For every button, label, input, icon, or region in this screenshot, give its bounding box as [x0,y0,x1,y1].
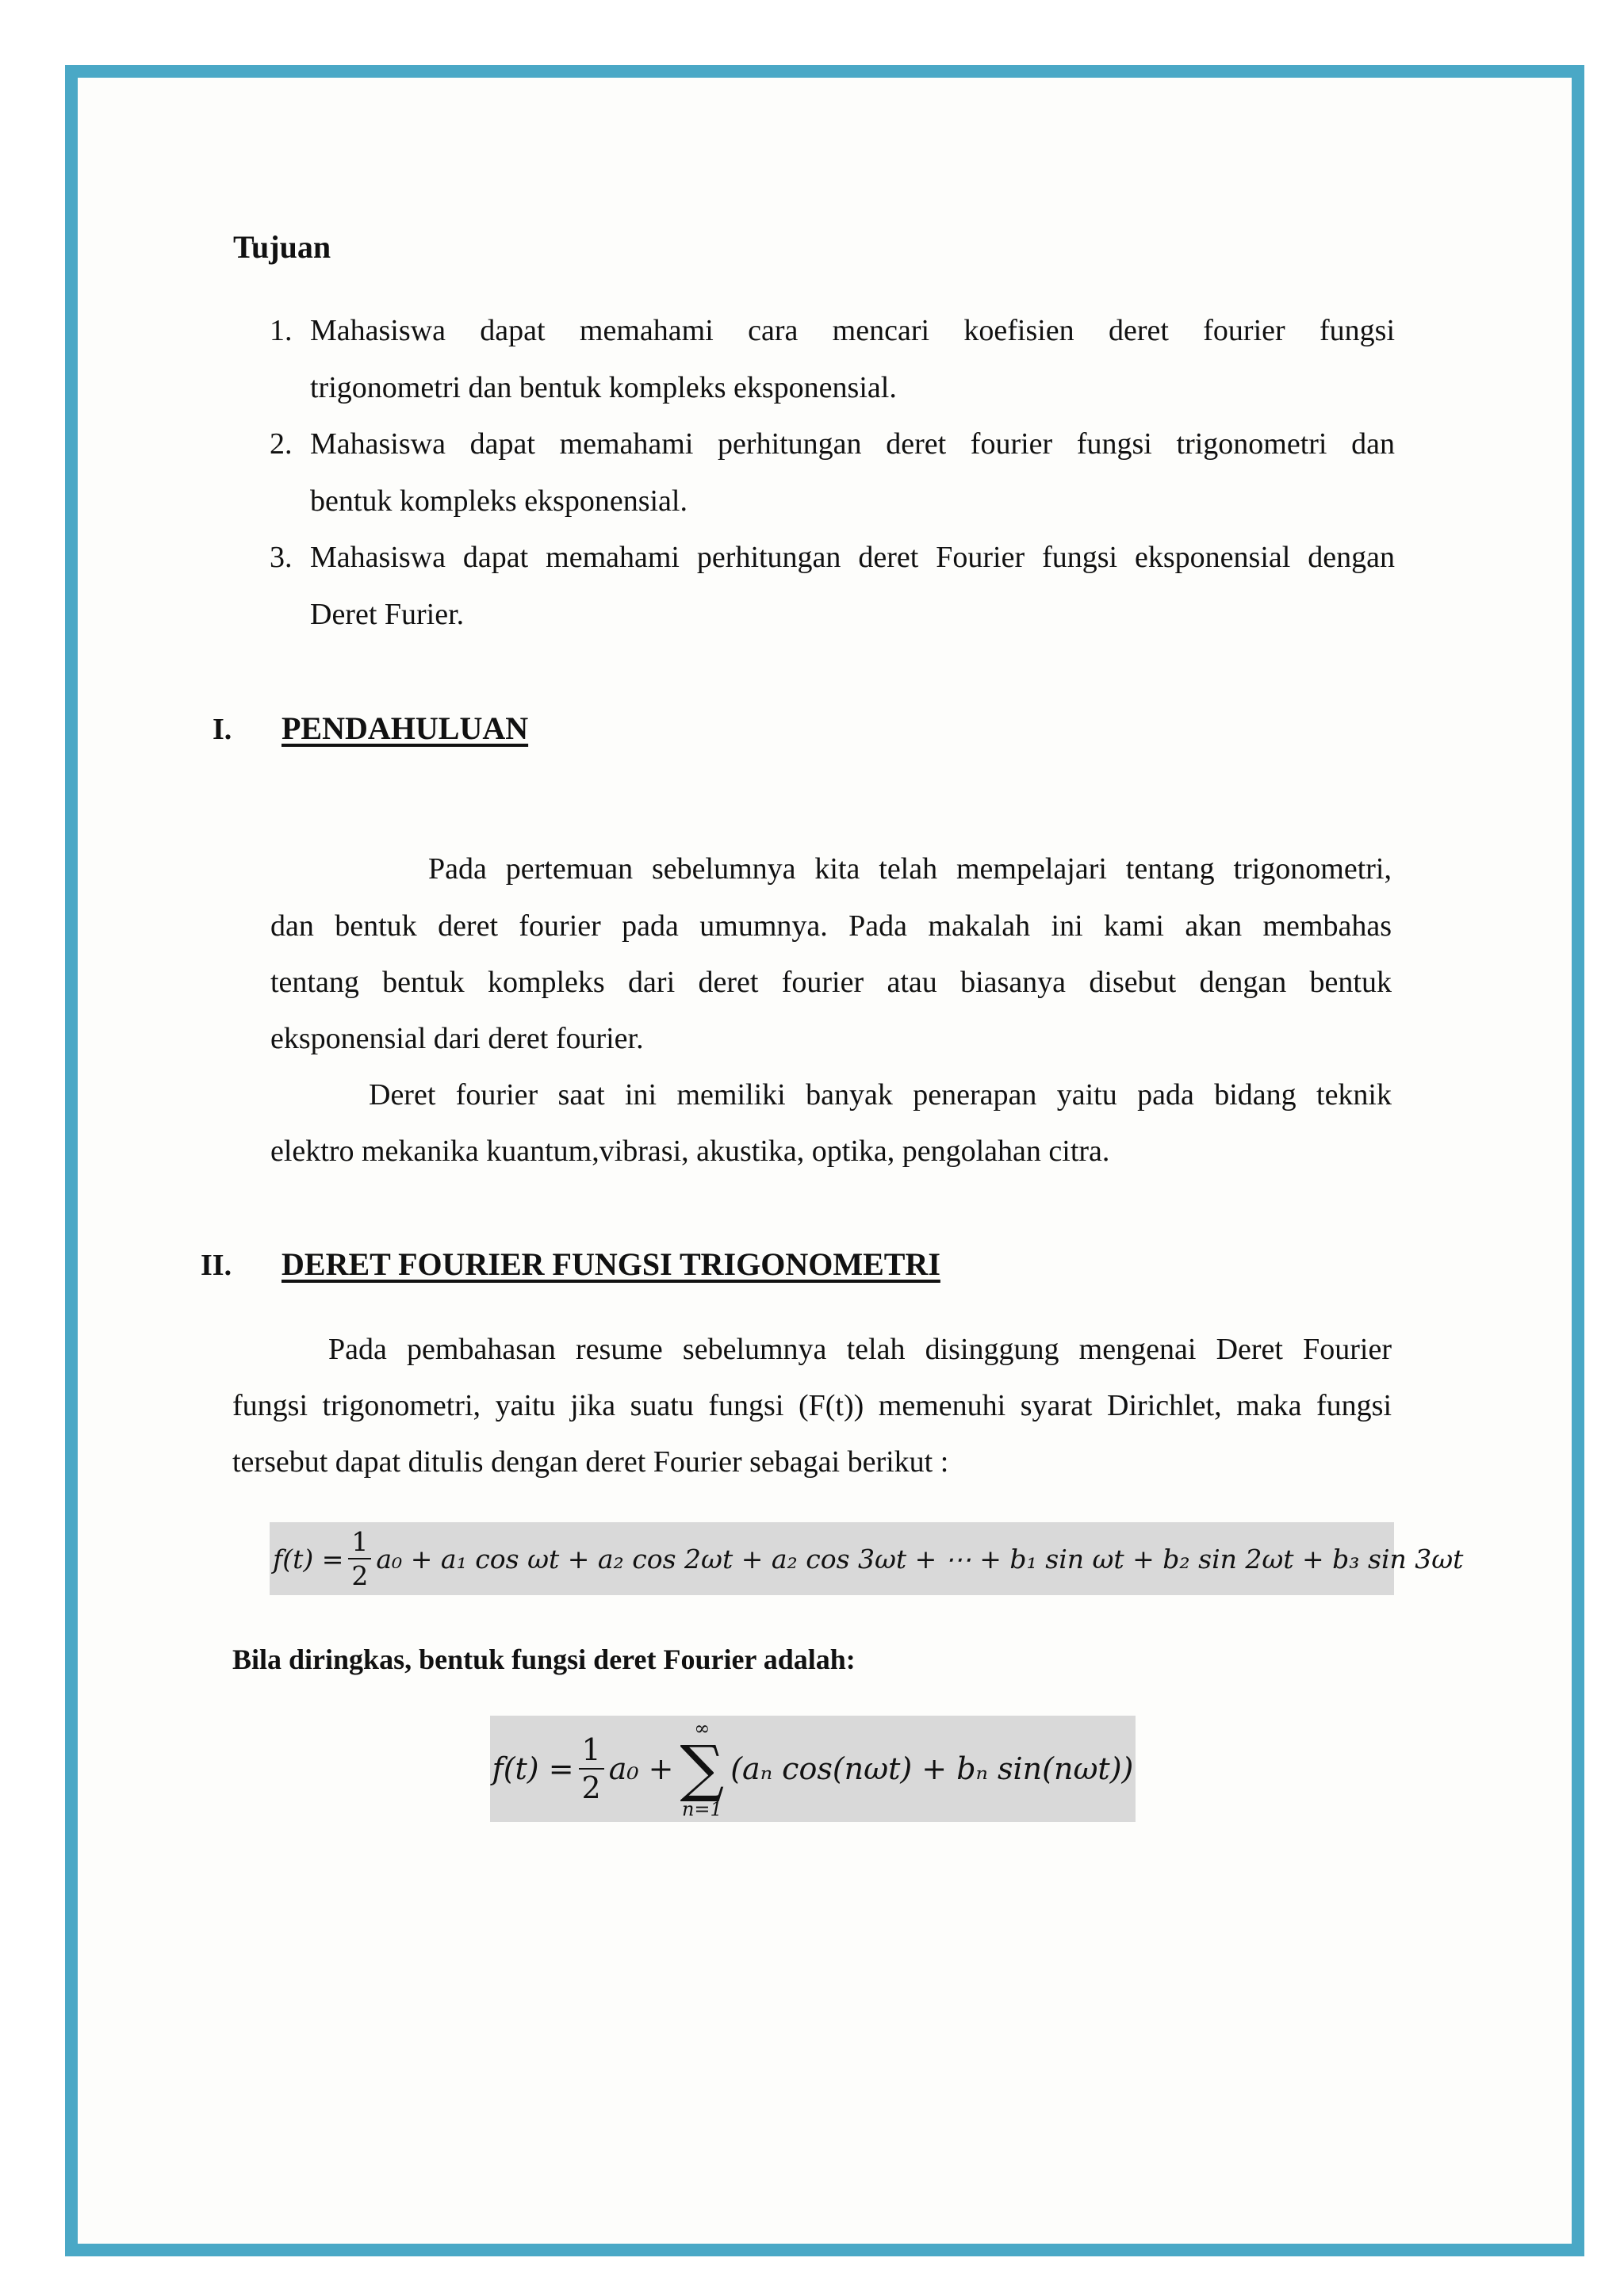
fraction-half [348,1526,371,1591]
equation-lhs: f(t) = [492,1751,574,1786]
fraction-half [579,1732,604,1805]
section-number: II. [201,1249,232,1282]
fraction-denominator: 2 [351,1560,369,1591]
tujuan-heading: Tujuan [233,229,331,265]
sum-upper-limit: ∞ [694,1717,710,1739]
paragraph-line: Pada pertemuan sebelumnya kita telah mempelajari tentang trigonometri, [428,852,1392,886]
equation-a0: a₀ + [608,1751,674,1786]
fraction-numerator: 1 [348,1529,371,1559]
paragraph-line: eksponensial dari deret fourier. [270,1022,644,1055]
paragraph-line: tentang bentuk kompleks dari deret fourier atau biasanya disebut dengan bentuk [270,966,1392,999]
goal-line: Mahasiswa dapat memahami perhitungan deret Fourier fungsi eksponensial dengan [310,541,1395,574]
summation [680,1719,725,1819]
paragraph-line: Pada pembahasan resume sebelumnya telah disinggung mengenai Deret Fourier [328,1333,1392,1366]
goal-line: Deret Furier. [310,598,465,631]
goal-number: 1. [270,314,293,347]
goal-line: bentuk kompleks eksponensial. [310,484,688,518]
equation-rhs: a₀ + a₁ cos ωt + a₂ cos 2ωt + a₂ cos 3ωt + ⋯ + b₁ sin ωt + b₂ sin 2ωt + b₃ sin 3ωt [376,1543,1464,1575]
summary-label: Bila diringkas, bentuk fungsi deret Fourier adalah: [232,1644,856,1675]
goal-line: Mahasiswa dapat memahami cara mencari koefisien deret fourier fungsi [310,314,1395,347]
fraction-numerator: 1 [579,1735,604,1770]
sigma-symbol: ∑ [680,1733,725,1804]
paragraph-line: Deret fourier saat ini memiliki banyak penerapan yaitu pada bidang teknik [369,1078,1392,1112]
goal-number: 2. [270,427,293,461]
goal-line: trigonometri dan bentuk kompleks eksponensial. [310,371,897,404]
paragraph-line: tersebut dapat ditulis dengan deret Fourier sebagai berikut : [232,1445,949,1479]
section-title: DERET FOURIER FUNGSI TRIGONOMETRI [282,1246,940,1282]
goal-number: 3. [270,541,293,574]
paragraph-line: fungsi trigonometri, yaitu jika suatu fungsi (F(t)) memenuhi syarat Dirichlet, maka fungsi [232,1389,1392,1422]
equation-fourier-expanded [270,1522,1464,1595]
section-number: I. [213,713,232,746]
section-title: PENDAHULUAN [282,710,529,746]
equation-lhs: f(t) = [273,1543,344,1575]
sum-lower-limit: n=1 [681,1798,722,1820]
paragraph-line: dan bentuk deret fourier pada umumnya. Pada makalah ini kami akan membahas [270,909,1392,943]
equation-fourier-summation [490,1716,1136,1822]
fraction-denominator: 2 [581,1770,601,1805]
goal-line: Mahasiswa dapat memahami perhitungan deret fourier fungsi trigonometri dan [310,427,1395,461]
equation-summand: (aₙ cos(nωt) + bₙ sin(nωt)) [730,1751,1134,1786]
paragraph-line: elektro mekanika kuantum,vibrasi, akustika, optika, pengolahan citra. [270,1135,1110,1168]
